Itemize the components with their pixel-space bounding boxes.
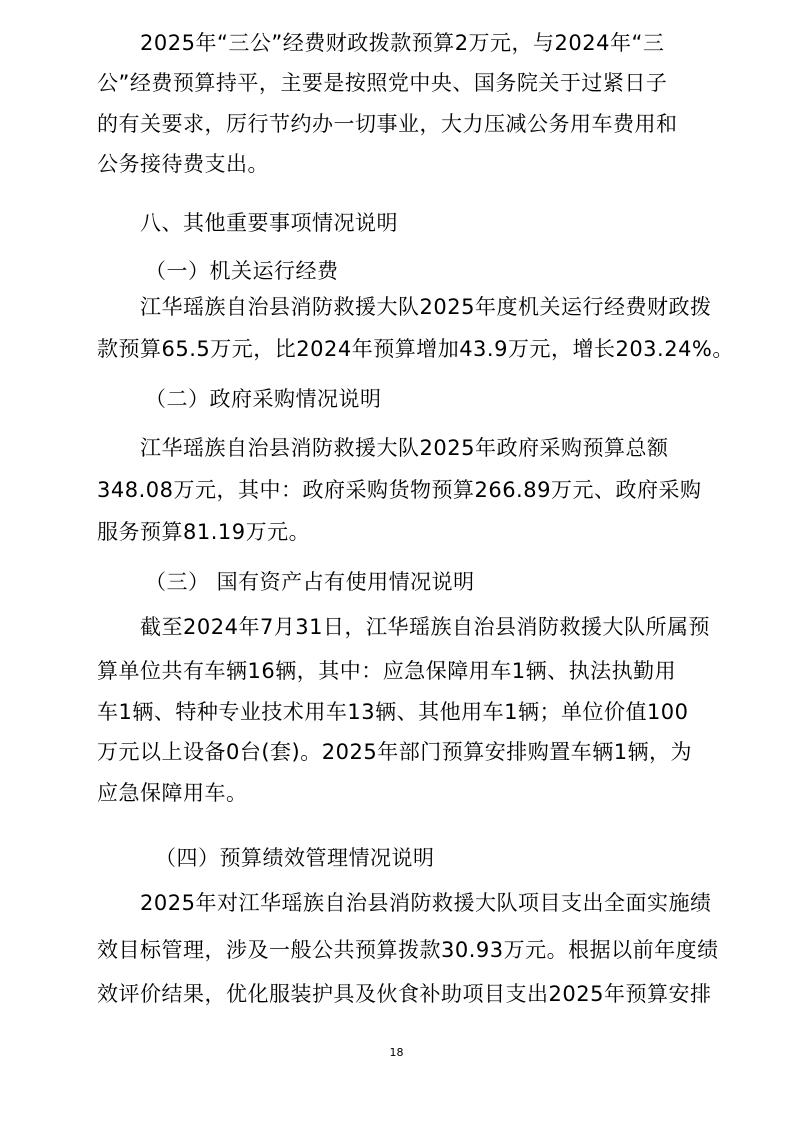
subsection-heading: （四）预算绩效管理情况说明 <box>155 846 435 870</box>
paragraph-line: 2025年“三公”经费财政拨款预算2万元，与2024年“三 <box>140 31 665 55</box>
section-heading: 八、其他重要事项情况说明 <box>140 211 398 235</box>
paragraph-line: 江华瑶族自治县消防救援大队2025年度机关运行经费财政拨 <box>140 295 712 319</box>
paragraph-line: 2025年对江华瑶族自治县消防救援大队项目支出全面实施绩 <box>140 891 712 915</box>
subsection-heading: （二）政府采购情况说明 <box>145 387 382 411</box>
paragraph-line: 款预算65.5万元，比2024年预算增加43.9万元，增长203.24%。 <box>97 337 734 361</box>
paragraph-line: 江华瑶族自治县消防救援大队2025年政府采购预算总额 <box>140 436 669 460</box>
paragraph-line: 车1辆、特种专业技术用车13辆、其他用车1辆；单位价值100 <box>97 700 689 724</box>
paragraph-line: 公务接待费支出。 <box>97 152 269 176</box>
page-number: 18 <box>389 1046 404 1059</box>
paragraph-line: 截至2024年7月31日，江华瑶族自治县消防救援大队所属预 <box>140 615 711 639</box>
paragraph-line: 的有关要求，厉行节约办一切事业，大力压减公务用车费用和 <box>97 112 678 136</box>
paragraph-line: 万元以上设备0台(套)。2025年部门预算安排购置车辆1辆，为 <box>97 740 693 764</box>
paragraph-line: 效评价结果，优化服装护具及伙食补助项目支出2025年预算安排 <box>97 982 712 1006</box>
paragraph-line: 应急保障用车。 <box>97 781 248 805</box>
paragraph-line: 服务预算81.19万元。 <box>97 520 311 544</box>
paragraph-line: 算单位共有车辆16辆，其中：应急保障用车1辆、执法执勤用 <box>97 659 677 683</box>
paragraph-line: 效目标管理，涉及一般公共预算拨款30.93万元。根据以前年度绩 <box>97 938 719 962</box>
paragraph-line: 公”经费预算持平，主要是按照党中央、国务院关于过紧日子 <box>97 71 668 95</box>
paragraph-line: 348.08万元，其中：政府采购货物预算266.89万元、政府采购 <box>97 478 702 502</box>
subsection-heading: （三） 国有资产占有使用情况说明 <box>145 570 475 594</box>
subsection-heading: （一）机关运行经费 <box>145 259 339 283</box>
